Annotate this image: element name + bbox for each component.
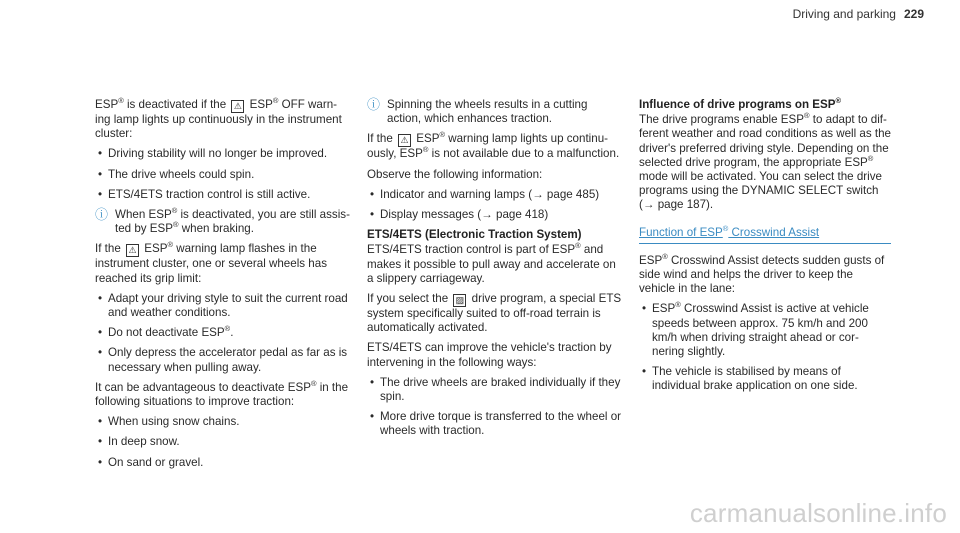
info-icon: ⓘ <box>367 97 381 112</box>
ets-intervention-list <box>367 376 623 439</box>
arrow-icon: → <box>642 198 655 212</box>
page-number: 229 <box>903 7 924 21</box>
list-item: • Do not deactivate ESP®. <box>95 326 351 340</box>
esp-flash-paragraph: If the ⚠ ESP® warning lamp flashes in the instrument cluster, one or several wheels has reached its grip limit: <box>95 240 327 285</box>
esp-off-paragraph: ESP® is deactivated if the ⚠ ESP® OFF warn-ing lamp lights up continuously in the instrument cluster: <box>95 96 342 141</box>
arrow-icon: → <box>481 208 493 222</box>
header-title: Driving and parking <box>792 7 896 21</box>
observe-paragraph: Observe the following information: <box>367 167 543 181</box>
offroad-program-icon: ▨ <box>453 294 466 307</box>
list-item: • Display messages (→ page 418) <box>367 208 623 222</box>
offroad-paragraph: If you select the ▨ drive program, a special ETS system specifically suited to off-road terrain is automatically activated. <box>367 292 622 335</box>
drive-programs-heading: Influence of drive programs on ESP® <box>639 96 842 111</box>
ets-heading: ETS/4ETS (Electronic Traction System) <box>367 228 582 242</box>
esp-off-warning-icon: ⚠ <box>231 100 244 113</box>
traction-situations-list <box>95 415 351 470</box>
running-header <box>793 7 924 21</box>
esp-off-consequences-list <box>95 147 351 202</box>
column-middle <box>367 98 623 445</box>
arrow-icon: → <box>532 187 544 201</box>
info-note: ⓘ Spinning the wheels results in a cutting action, which enhances traction. <box>367 97 588 126</box>
column-right <box>639 98 891 400</box>
esp-warning-icon: ⚠ <box>398 134 411 147</box>
page-reference-link[interactable]: page 187). <box>657 198 714 212</box>
section-heading-crosswind: Function of ESP® Crosswind Assist <box>639 226 891 244</box>
deactivate-advantage-paragraph: It can be advantageous to deactivate ESP® in the following situations to improve traction: <box>95 378 349 409</box>
list-item: • Indicator and warning lamps (→ page 485) <box>367 188 623 202</box>
crosswind-paragraph: ESP® Crosswind Assist detects sudden gusts of side wind and helps the driver to keep the vehicle in the lane: <box>639 251 885 296</box>
crosswind-list <box>639 302 891 393</box>
info-icon: ⓘ <box>95 207 109 223</box>
ets-paragraph: ETS/4ETS traction control is part of ESP® and makes it possible to pull away and accelerate on a slippery carriageway. <box>367 241 616 285</box>
drive-programs-paragraph: The drive programs enable ESP® to adapt to dif-ferent weather and road conditions as well as the driver's preferred driving style. Depending on the selected drive program, the appropriate ESP® mode will be activated. You can select the drive programs using the DYNAMIC SELECT switch (→ page 187). <box>639 111 891 212</box>
list-item: • The drive wheels could spin. <box>95 168 351 182</box>
list-item: • In deep snow. <box>95 435 351 449</box>
list-item: • When using snow chains. <box>95 415 351 429</box>
info-note: ⓘ When ESP® is deactivated, you are still assis-ted by ESP® when braking. <box>95 206 350 236</box>
cross-reference-list <box>367 188 623 222</box>
page-reference-link[interactable]: page 485) <box>546 187 600 201</box>
watermark: carmanualsonline.info <box>689 498 947 528</box>
list-item: • Only depress the accelerator pedal as far as is necessary when pulling away. <box>95 346 351 374</box>
grip-limit-list <box>95 292 351 375</box>
list-item: • The drive wheels are braked individually if they spin. <box>367 376 623 404</box>
list-item: • ETS/4ETS traction control is still active. <box>95 188 351 202</box>
list-item: • More drive torque is transferred to the wheel or wheels with traction. <box>367 410 623 438</box>
list-item: • Adapt your driving style to suit the current road and weather conditions. <box>95 292 351 320</box>
ets-improve-paragraph: ETS/4ETS can improve the vehicle's traction by intervening in the following ways: <box>367 341 612 369</box>
list-item: • ESP® Crosswind Assist is active at vehicle speeds between approx. 75 km/h and 200 km/h when driving straight ahead or cor-nering slightly. <box>639 302 891 359</box>
list-item: • Driving stability will no longer be improved. <box>95 147 351 161</box>
page-reference-link[interactable]: page 418) <box>496 208 549 222</box>
esp-warning-icon: ⚠ <box>126 244 139 257</box>
esp-malfunction-paragraph: If the ⚠ ESP® warning lamp lights up continu-ously, ESP® is not available due to a malfunction. <box>367 130 620 161</box>
column-left <box>95 98 351 476</box>
list-item: • On sand or gravel. <box>95 456 351 470</box>
list-item: • The vehicle is stabilised by means of individual brake application on one side. <box>639 365 891 393</box>
